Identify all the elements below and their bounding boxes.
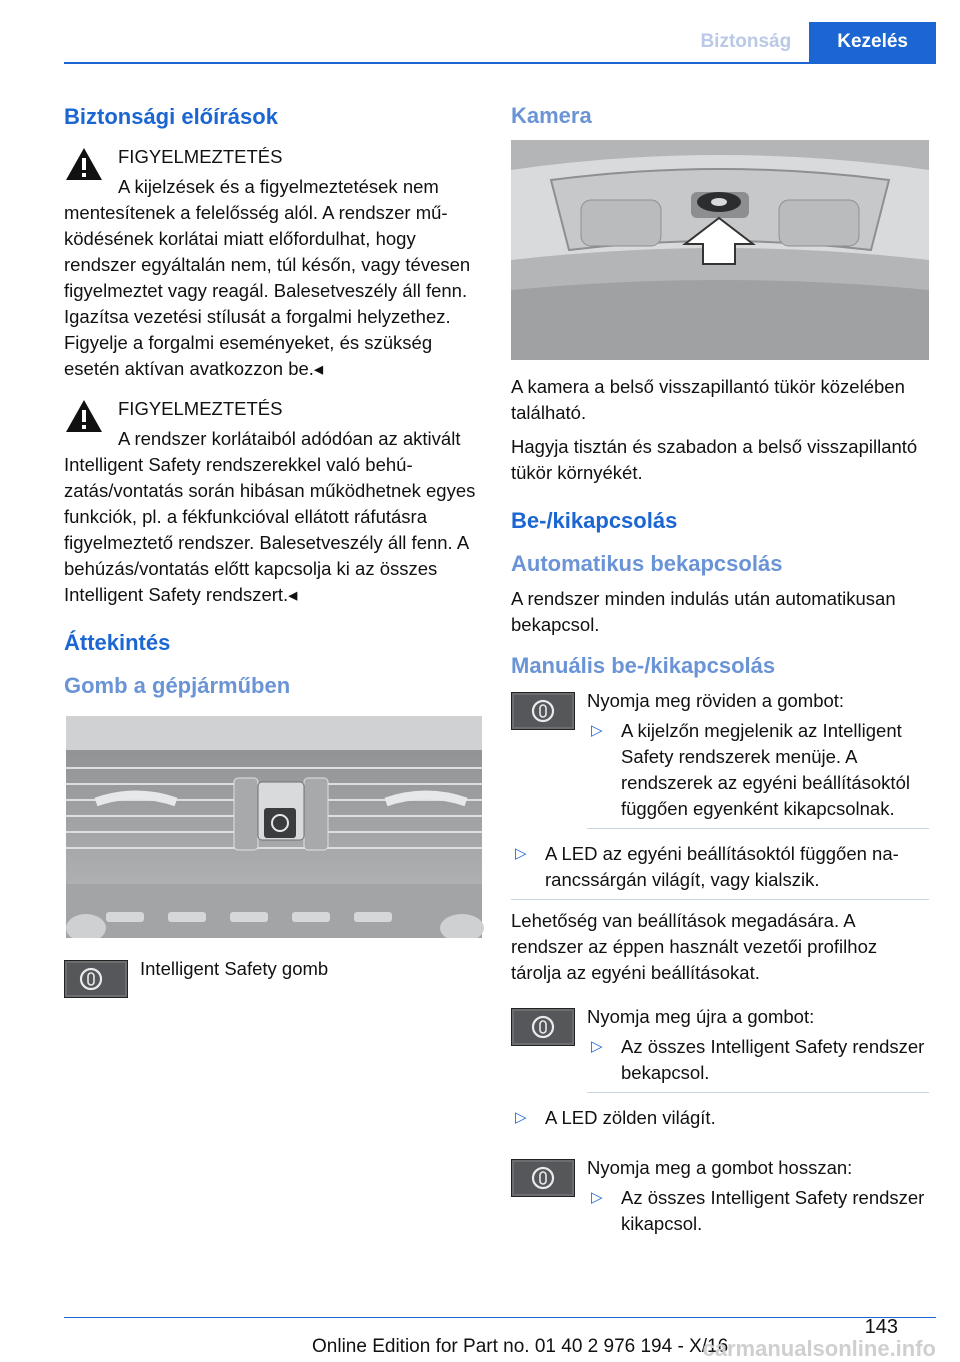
camera-text-2: Hagyja tisztán és szabadon a belső visszapillantó tükör környékét. [511, 436, 918, 483]
edition-text: Online Edition for Part no. 01 40 2 976 194 - X/16 [312, 1336, 729, 1357]
list-item [511, 1105, 929, 1131]
right-column [511, 100, 929, 1247]
header-tabs [682, 22, 936, 62]
manual-heading: Manuális be-/kikapcsolás [511, 653, 776, 678]
warning-text: A rendszer korlátaiból adódóan az aktivált Intelligent Safety rendszerekkel való behúzatás/vontatás során hibásan működhetnek egyes funkciók, pl. a fékfunkcióval ellátott ráfutásra figyelmeztető rendszer. Balesetveszély áll fenn. A behúzás/vontatás előtt kapcsolja ki az összes Intelligent Safety rendszert.◂ [64, 428, 476, 605]
list-item-text: Az összes Intelligent Safety rendszer kikapcsol. [621, 1187, 925, 1234]
header-rule [64, 62, 936, 64]
camera-photo [511, 140, 929, 360]
warning-title: FIGYELMEZTETÉS [118, 146, 283, 167]
step1-row [511, 688, 929, 837]
overview-heading: Áttekintés [64, 630, 171, 655]
footer-rule [64, 1317, 936, 1318]
warning-title: FIGYELMEZTETÉS [118, 398, 283, 419]
tab-biztonsag[interactable]: Biztonság [700, 31, 792, 52]
step3-list [587, 1185, 929, 1237]
list-item [587, 1034, 929, 1093]
warning-triangle-icon [64, 146, 104, 182]
camera-text-1: A kamera a belső visszapillantó tükör közelében található. [511, 376, 905, 423]
button-subheading: Gomb a gépjárműben [64, 673, 291, 698]
safety-heading: Biztonsági előírások [64, 104, 278, 129]
dashboard-button-photo [64, 716, 484, 938]
step2-row [511, 1004, 929, 1101]
warning-triangle-icon [64, 398, 104, 434]
step3-row [511, 1155, 929, 1243]
camera-heading: Kamera [511, 103, 592, 128]
settings-text: Lehetőség van beállítások megadására. A rendszer az éppen használt vezetői profilhoz tárolja az egyéni beállításokat. [511, 910, 878, 983]
list-item-text: A LED az egyéni beállításoktól függően narancssárgán világít, vagy kialszik. [545, 843, 899, 890]
list-item-text: A LED zölden világít. [545, 1107, 716, 1128]
bullet-triangle-icon: ▷ [515, 845, 527, 862]
bullet-triangle-icon: ▷ [515, 1109, 527, 1126]
step1-result-list [511, 841, 929, 900]
intelligent-safety-button-icon [511, 692, 575, 730]
step1-list [587, 718, 929, 829]
bullet-triangle-icon: ▷ [591, 1189, 603, 1206]
warning-block-2 [64, 396, 484, 608]
list-item [511, 841, 929, 900]
step2-list [587, 1034, 929, 1093]
warning-text: A kijelzések és a figyelmeztetések nem mentesítenek a felelősség alól. A rendszer működésének korlátai miatt előfordulhat, hogy rendszer egyáltalán nem, túl későn, vagy tévesen figyelmeztet vagy reagál. Balesetveszély áll fenn. Igazítsa vezetési stílusát a forgalmi helyzethez. Figyelje a forgalmi eseményeket, és szükség esetén aktívan avatkozzon be.◂ [64, 176, 471, 379]
auto-heading: Automatikus bekapcsolás [511, 551, 783, 576]
tab-kezeles[interactable]: Kezelés [809, 22, 936, 62]
button-caption: Intelligent Safety gomb [140, 958, 329, 979]
list-item-text: Az összes Intelligent Safety rendszer bekapcsol. [621, 1036, 925, 1083]
bullet-triangle-icon: ▷ [591, 722, 603, 739]
switch-heading: Be-/kikapcsolás [511, 508, 678, 533]
bullet-triangle-icon: ▷ [591, 1038, 603, 1055]
watermark: carmanualsonline.info [702, 1336, 936, 1361]
page-number: 143 [864, 1316, 898, 1338]
warning-block-1 [64, 144, 484, 382]
intelligent-safety-button-icon [511, 1008, 575, 1046]
button-caption-row [64, 956, 484, 998]
intelligent-safety-button-icon [64, 960, 128, 998]
step3-text: Nyomja meg a gombot hosszan: [587, 1157, 853, 1178]
list-item [587, 718, 929, 829]
list-item-text: A kijelzőn megjelenik az Intelligent Safety rendszerek menüje. A rendszerek az egyéni beállításoktól függően egyenként kikapcsolnak. [621, 720, 910, 819]
step1-text: Nyomja meg röviden a gombot: [587, 690, 845, 711]
step2-text: Nyomja meg újra a gombot: [587, 1006, 815, 1027]
intelligent-safety-button-icon [511, 1159, 575, 1197]
auto-text: A rendszer minden indulás után automatikusan bekapcsol. [511, 588, 896, 635]
left-column [64, 100, 484, 1002]
step2-result-list [511, 1105, 929, 1131]
list-item [587, 1185, 929, 1237]
